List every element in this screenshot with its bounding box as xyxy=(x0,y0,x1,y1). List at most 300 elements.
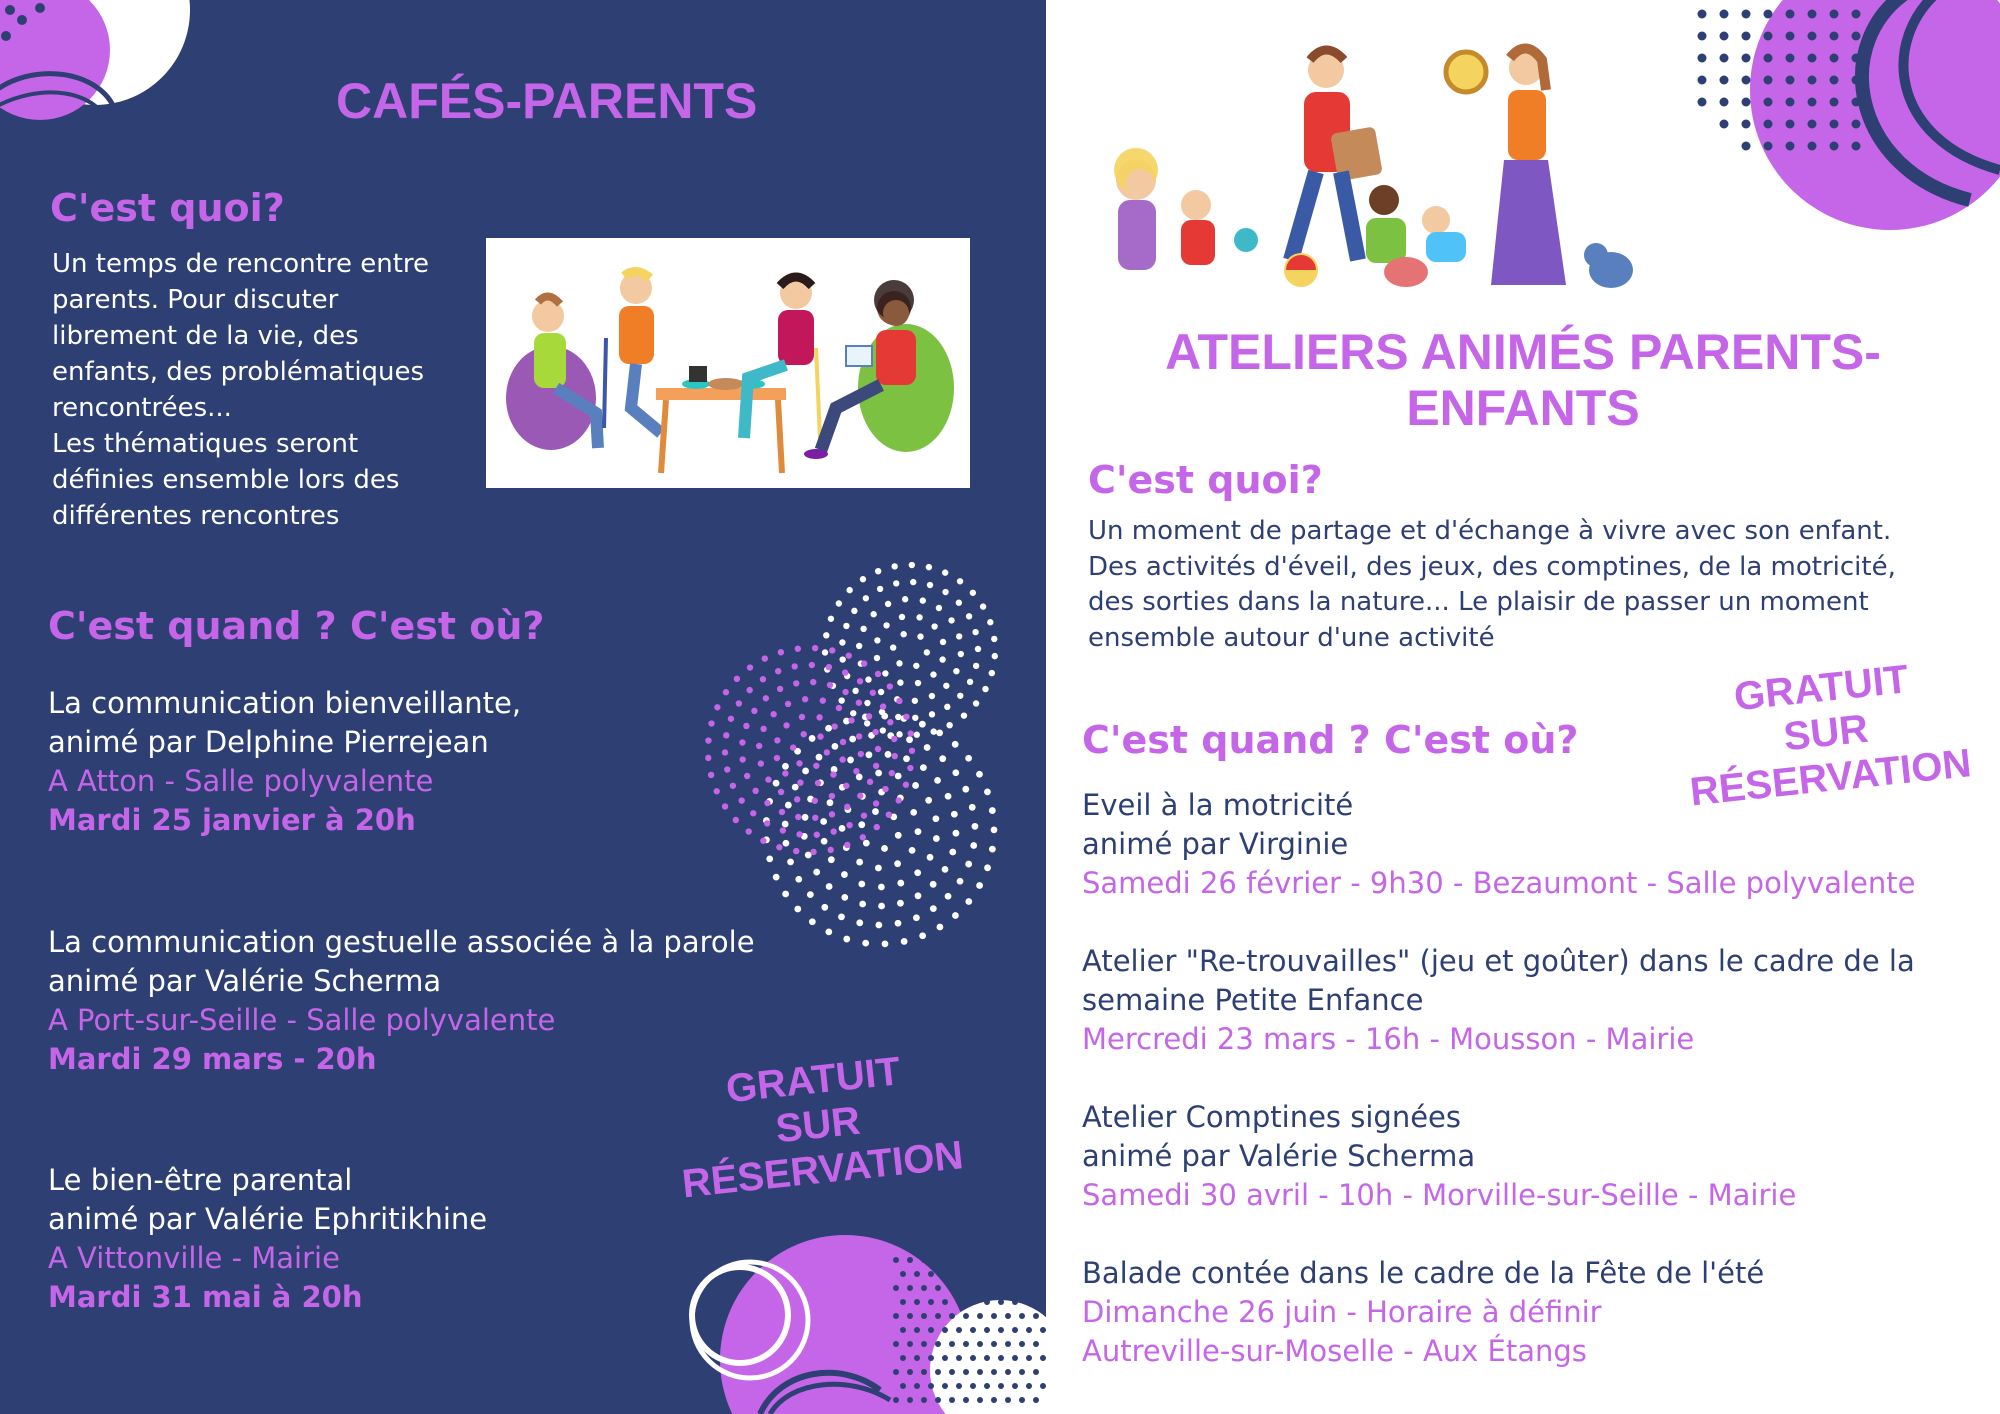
decorative-dot xyxy=(958,651,964,657)
decorative-dot xyxy=(1808,76,1817,85)
decorative-dot xyxy=(829,647,835,653)
decorative-dot xyxy=(956,633,962,639)
decorative-dot xyxy=(866,713,872,719)
decorative-dot xyxy=(743,723,749,729)
decorative-dot xyxy=(949,1285,955,1291)
decorative-dot xyxy=(839,656,845,662)
decorative-dot xyxy=(1742,76,1751,85)
decorative-dot xyxy=(864,700,870,706)
decorative-dot xyxy=(723,689,729,695)
what-description xyxy=(52,246,492,534)
decorative-dot xyxy=(1830,32,1839,41)
decorative-dot xyxy=(779,809,785,815)
decorative-dot xyxy=(945,893,952,900)
decorative-dot xyxy=(1720,76,1729,85)
decorative-dot xyxy=(900,1299,906,1305)
decorative-dot xyxy=(734,676,740,682)
decorative-dot xyxy=(1786,98,1795,107)
decorative-dot xyxy=(906,736,913,743)
decorative-dot xyxy=(782,763,789,770)
when-where-heading: C'est quand ? C'est où? xyxy=(1082,718,1579,762)
decorative-dot xyxy=(935,1369,941,1375)
decorative-dot xyxy=(957,878,964,885)
decorative-dot xyxy=(1019,1397,1025,1403)
decorative-dot xyxy=(889,770,895,776)
decorative-dot xyxy=(1764,98,1773,107)
decorative-dot xyxy=(1698,32,1707,41)
decorative-dot xyxy=(816,754,823,761)
decorative-dot xyxy=(942,1383,948,1389)
decorative-dot xyxy=(1720,32,1729,41)
decorative-dot xyxy=(940,639,946,645)
decorative-dot xyxy=(991,826,998,833)
decorative-dot xyxy=(1742,120,1751,129)
decorative-dot xyxy=(934,777,941,784)
decorative-dot xyxy=(900,1327,906,1333)
decorative-dot xyxy=(846,652,852,658)
decorative-dot xyxy=(892,753,898,759)
decorative-dot xyxy=(780,827,786,833)
decorative-dot xyxy=(1026,1327,1032,1333)
decorative-dot xyxy=(1786,32,1795,41)
decorative-dot xyxy=(963,1285,969,1291)
event-date: Mardi 29 mars - 20h xyxy=(48,1042,377,1076)
decorative-dot xyxy=(792,784,799,791)
decorative-dot xyxy=(998,1299,1004,1305)
decorative-dot xyxy=(1720,54,1729,63)
decorative-dot xyxy=(758,760,764,766)
decorative-dot xyxy=(1019,1313,1025,1319)
decorative-dot xyxy=(895,832,902,839)
decorative-dot xyxy=(1720,98,1729,107)
decorative-dot xyxy=(842,669,848,675)
event-title-line: Atelier Comptines signées xyxy=(1082,1100,1462,1134)
decorative-dot xyxy=(750,810,756,816)
decorative-dot xyxy=(900,1271,906,1277)
decorative-dot xyxy=(822,649,828,655)
decorative-dot xyxy=(939,656,945,662)
decorative-dot xyxy=(714,704,720,710)
decorative-dot xyxy=(1786,76,1795,85)
decorative-dot xyxy=(774,737,780,743)
decorative-dot xyxy=(778,649,784,655)
decorative-dot xyxy=(785,701,791,707)
decorative-dot xyxy=(891,736,897,742)
decorative-dot xyxy=(1808,98,1817,107)
decorative-dot xyxy=(794,906,801,913)
decorative-dot xyxy=(764,800,770,806)
event-title-line: animé par Valérie Scherma xyxy=(48,964,442,998)
decorative-dot xyxy=(773,780,780,787)
decorative-dot xyxy=(873,763,879,769)
decorative-dot xyxy=(920,597,926,603)
decorative-dot xyxy=(1830,76,1839,85)
decorative-dot xyxy=(760,726,766,732)
decorative-dot xyxy=(851,608,857,614)
decorative-dot xyxy=(970,1355,976,1361)
decorative-dot xyxy=(927,582,933,588)
decorative-dot xyxy=(864,720,870,726)
decorative-dot xyxy=(1852,32,1861,41)
decorative-dot xyxy=(942,1271,948,1277)
decorative-dot xyxy=(907,1257,913,1263)
decorative-dot xyxy=(782,891,789,898)
event-date: Mardi 25 janvier à 20h xyxy=(48,803,416,837)
what-heading: C'est quoi? xyxy=(50,186,285,230)
decorative-dot xyxy=(1852,98,1861,107)
decorative-dot xyxy=(827,799,834,806)
decorative-dot xyxy=(925,797,932,804)
decorative-dot xyxy=(956,1327,962,1333)
description-line: Un moment de partage et d'échange à vivre avec son enfant. xyxy=(1088,516,1892,546)
decorative-dot xyxy=(942,1299,948,1305)
decorative-dot xyxy=(1005,1257,1011,1263)
decorative-dot xyxy=(714,788,720,794)
decorative-dot xyxy=(977,1285,983,1291)
decorative-dot xyxy=(708,772,714,778)
decorative-dot xyxy=(821,904,828,911)
decorative-dot xyxy=(844,842,850,848)
decorative-dot xyxy=(882,786,888,792)
decorative-dot xyxy=(802,814,809,821)
decorative-dot xyxy=(935,1397,941,1403)
decorative-dot xyxy=(723,732,729,738)
decorative-dot xyxy=(929,711,935,717)
decorative-dot xyxy=(724,766,730,772)
decorative-dot xyxy=(928,1383,934,1389)
decorative-dot xyxy=(817,733,823,739)
decorative-dot xyxy=(984,1355,990,1361)
decorative-dot xyxy=(795,876,802,883)
decorative-dot xyxy=(930,905,937,912)
decorative-dot xyxy=(836,600,842,606)
decorative-dot xyxy=(1698,54,1707,63)
decorative-dot xyxy=(952,741,959,748)
decorative-dot xyxy=(991,1397,997,1403)
decorative-dot xyxy=(1764,54,1773,63)
decorative-dot xyxy=(926,564,932,570)
decorative-dot xyxy=(932,815,939,822)
decorative-dot xyxy=(1852,76,1861,85)
decorative-dot xyxy=(984,1327,990,1333)
decorative-dot xyxy=(856,643,862,649)
decorative-dot xyxy=(976,882,983,889)
decorative-dot xyxy=(984,788,991,795)
event-title-line: animé par Valérie Ephritikhine xyxy=(48,1202,488,1236)
decorative-dot xyxy=(866,751,873,758)
decorative-blob-bottom xyxy=(680,1220,1046,1414)
decorative-dot xyxy=(970,590,976,596)
decorative-dot xyxy=(1005,1313,1011,1319)
description-line: rencontrées... xyxy=(52,393,232,423)
description-line: des sorties dans la nature... Le plaisir de passer un moment xyxy=(1088,587,1869,617)
decorative-dot xyxy=(893,1341,899,1347)
decorative-dot xyxy=(796,831,802,837)
decorative-dot xyxy=(782,821,789,828)
decorative-dot xyxy=(948,617,954,623)
decorative-dot xyxy=(973,663,979,669)
decorative-dot xyxy=(921,1313,927,1319)
decorative-dot xyxy=(862,940,869,947)
event-title-line: La communication gestuelle associée à la parole xyxy=(48,925,755,959)
decorative-dot xyxy=(984,1299,990,1305)
cafe-event xyxy=(48,923,828,1079)
description-line: enfants, des problématiques xyxy=(52,357,425,387)
decorative-dot xyxy=(1026,1299,1032,1305)
decorative-dot xyxy=(875,865,882,872)
event-title-line: Atelier "Re-trouvailles" (jeu et goûter) dans le cadre de la xyxy=(1082,944,1915,978)
decorative-dot xyxy=(752,788,758,794)
decorative-dot xyxy=(760,838,766,844)
decorative-dot xyxy=(1005,1285,1011,1291)
decorative-dot xyxy=(920,764,927,771)
decorative-dot xyxy=(907,1285,913,1291)
decorative-dot xyxy=(912,715,918,721)
decorative-dot xyxy=(930,671,936,677)
decorative-dot xyxy=(836,705,842,711)
decorative-dot xyxy=(900,1355,906,1361)
title-line: ATELIERS ANIMÉS PARENTS- xyxy=(1165,324,1881,380)
decorative-dot xyxy=(893,1369,899,1375)
decorative-dot xyxy=(967,679,973,685)
decorative-dot xyxy=(982,686,988,692)
decorative-dot xyxy=(824,749,830,755)
decorative-dot xyxy=(913,663,919,669)
stamp-line: GRATUIT xyxy=(724,1049,903,1112)
decorative-dot xyxy=(1742,10,1751,19)
decorative-dot xyxy=(863,840,870,847)
decorative-dot xyxy=(807,891,814,898)
decorative-dot xyxy=(756,743,762,749)
decorative-dot xyxy=(949,1313,955,1319)
decorative-dot xyxy=(963,1341,969,1347)
decorative-dot xyxy=(839,825,846,832)
decorative-dot xyxy=(1019,1341,1025,1347)
decorative-dot xyxy=(850,710,856,716)
decorative-dot xyxy=(943,683,949,689)
decorative-dot xyxy=(895,920,902,927)
decorative-dot xyxy=(809,662,815,668)
decorative-dot-cluster xyxy=(690,540,1046,980)
decorative-dot xyxy=(1720,10,1729,19)
description-line: librement de la vie, des xyxy=(52,321,359,351)
decorative-dot xyxy=(857,793,863,799)
decorative-dot xyxy=(852,688,858,694)
decorative-dot xyxy=(1026,1271,1032,1277)
decorative-dot xyxy=(966,613,972,619)
decorative-dot xyxy=(1033,1285,1039,1291)
decorative-dot xyxy=(951,811,958,818)
decorative-dot xyxy=(796,760,802,766)
decorative-dot xyxy=(1005,1397,1011,1403)
event-title-line: Eveil à la motricité xyxy=(1082,788,1354,822)
decorative-dot xyxy=(894,860,901,867)
decorative-dot xyxy=(916,614,922,620)
decorative-dot xyxy=(998,1271,1004,1277)
decorative-dot xyxy=(775,668,781,674)
decorative-dot xyxy=(907,1369,913,1375)
decorative-dot xyxy=(856,733,862,739)
event-title-line: La communication bienveillante, xyxy=(48,686,522,720)
decorative-dot xyxy=(907,1397,913,1403)
decorative-dot xyxy=(1852,10,1861,19)
decorative-dot xyxy=(747,664,753,670)
decorative-dot xyxy=(820,818,827,825)
decorative-dot xyxy=(887,719,893,725)
decorative-dot xyxy=(1808,54,1817,63)
decorative-dot xyxy=(722,803,728,809)
decorative-dot xyxy=(861,660,867,666)
decorative-dot xyxy=(915,828,922,835)
decorative-dot xyxy=(858,821,865,828)
decorative-dot xyxy=(1012,1271,1018,1277)
decorative-dot xyxy=(972,629,978,635)
decorative-dot xyxy=(945,793,952,800)
decorative-dot xyxy=(929,693,935,699)
ateliers-title xyxy=(1046,324,2000,436)
decorative-dot xyxy=(815,780,821,786)
description-line: Un temps de rencontre entre xyxy=(52,249,429,279)
decorative-dot xyxy=(915,680,921,686)
decorative-dot xyxy=(838,913,845,920)
decorative-dot xyxy=(891,563,897,569)
decorative-dot xyxy=(912,782,919,789)
decorative-dot xyxy=(900,631,906,637)
decorative-dot xyxy=(1830,98,1839,107)
decorative-dot xyxy=(857,678,863,684)
decorative-dot xyxy=(705,737,711,743)
decorative-dot xyxy=(1005,1369,1011,1375)
decorative-dot xyxy=(921,1285,927,1291)
decorative-dot xyxy=(809,735,816,742)
decorative-dot xyxy=(812,815,818,821)
decorative-dot xyxy=(912,698,918,704)
decorative-dot xyxy=(746,687,752,693)
decorative-dot xyxy=(830,771,836,777)
atelier-event xyxy=(1082,1098,1982,1215)
description-line: parents. Pour discuter xyxy=(52,285,339,315)
decorative-dot xyxy=(860,834,866,840)
decorative-dot xyxy=(977,1369,983,1375)
decorative-dot xyxy=(895,797,901,803)
decorative-dot xyxy=(907,765,913,771)
description-line: Les thématiques seront xyxy=(52,429,359,459)
atelier-event xyxy=(1082,786,1982,903)
decorative-dot xyxy=(910,579,916,585)
decorative-dot xyxy=(935,1257,941,1263)
decorative-dot xyxy=(914,1355,920,1361)
event-detail-line: Samedi 26 février - 9h30 - Bezaumont - Salle polyvalente xyxy=(1082,866,1916,900)
decorative-dot xyxy=(1830,142,1839,151)
event-title-line: Balade contée dans le cadre de la Fête de l'été xyxy=(1082,1256,1765,1290)
decorative-dot xyxy=(1808,32,1817,41)
stamp-line: SUR RÉSERVATION xyxy=(1687,706,1974,815)
atelier-event xyxy=(1082,942,1982,1059)
decorative-dot xyxy=(965,755,972,762)
decorative-dot xyxy=(957,693,963,699)
decorative-dot xyxy=(903,714,909,720)
decorative-dot xyxy=(921,1397,927,1403)
decorative-dot xyxy=(873,800,879,806)
decorative-dot xyxy=(919,721,926,728)
what-description xyxy=(1088,514,1968,656)
decorative-dot xyxy=(942,589,948,595)
decorative-dot xyxy=(861,812,867,818)
decorative-dot xyxy=(823,632,829,638)
decorative-dot xyxy=(956,1355,962,1361)
decorative-dot xyxy=(973,700,979,706)
decorative-dot xyxy=(998,1383,1004,1389)
decorative-dot xyxy=(970,1271,976,1277)
decorative-dot xyxy=(813,763,819,769)
decorative-dot xyxy=(917,633,923,639)
decorative-dot xyxy=(953,668,959,674)
decorative-dot xyxy=(933,835,940,842)
decorative-dot xyxy=(829,793,835,799)
decorative-dot xyxy=(900,1383,906,1389)
decorative-dot xyxy=(1764,32,1773,41)
decorative-dot xyxy=(991,1341,997,1347)
decorative-dot xyxy=(847,757,854,764)
decorative-dot xyxy=(893,1313,899,1319)
decorative-dot xyxy=(991,636,997,642)
decorative-dot xyxy=(874,655,880,661)
decorative-dot xyxy=(969,804,976,811)
decorative-dot xyxy=(1019,1257,1025,1263)
decorative-dot xyxy=(825,725,832,732)
decorative-dot xyxy=(766,855,773,862)
decorative-dot xyxy=(812,798,818,804)
description-line: définies ensemble lors des xyxy=(52,465,400,495)
decorative-dot xyxy=(826,664,832,670)
cafe-event xyxy=(48,1161,668,1317)
decorative-blob-top-left xyxy=(0,0,200,130)
decorative-dot xyxy=(914,1327,920,1333)
event-title-line: animé par Valérie Scherma xyxy=(1082,1139,1476,1173)
decorative-dot xyxy=(882,670,888,676)
decorative-dot xyxy=(919,932,926,939)
decorative-dot xyxy=(989,846,996,853)
decorative-dot xyxy=(907,1313,913,1319)
event-location: A Port-sur-Seille - Salle polyvalente xyxy=(48,1003,556,1037)
decorative-dot xyxy=(928,1327,934,1333)
decorative-dot xyxy=(963,1397,969,1403)
decorative-dot xyxy=(842,689,848,695)
decorative-dot xyxy=(965,861,972,868)
decorative-dot xyxy=(893,1257,899,1263)
decorative-dot xyxy=(797,779,803,785)
decorative-dot xyxy=(1808,120,1817,129)
decorative-dot xyxy=(928,1271,934,1277)
decorative-dot xyxy=(874,824,880,830)
decorative-dot xyxy=(927,854,934,861)
decorative-dot xyxy=(1742,54,1751,63)
decorative-dot xyxy=(783,840,790,847)
event-title-line: Le bien-être parental xyxy=(48,1163,353,1197)
decorative-dot xyxy=(1786,10,1795,19)
when-where-heading: C'est quand ? C'est où? xyxy=(48,604,545,648)
decorative-dot xyxy=(846,587,852,593)
decorative-dot xyxy=(881,713,888,720)
decorative-dot xyxy=(814,832,820,838)
decorative-dot xyxy=(998,1327,1004,1333)
decorative-dot xyxy=(984,864,991,871)
decorative-dot xyxy=(763,695,769,701)
decorative-dot xyxy=(1786,120,1795,129)
decorative-dot xyxy=(914,732,920,738)
decorative-dot xyxy=(977,1313,983,1319)
decorative-dot xyxy=(963,1369,969,1375)
